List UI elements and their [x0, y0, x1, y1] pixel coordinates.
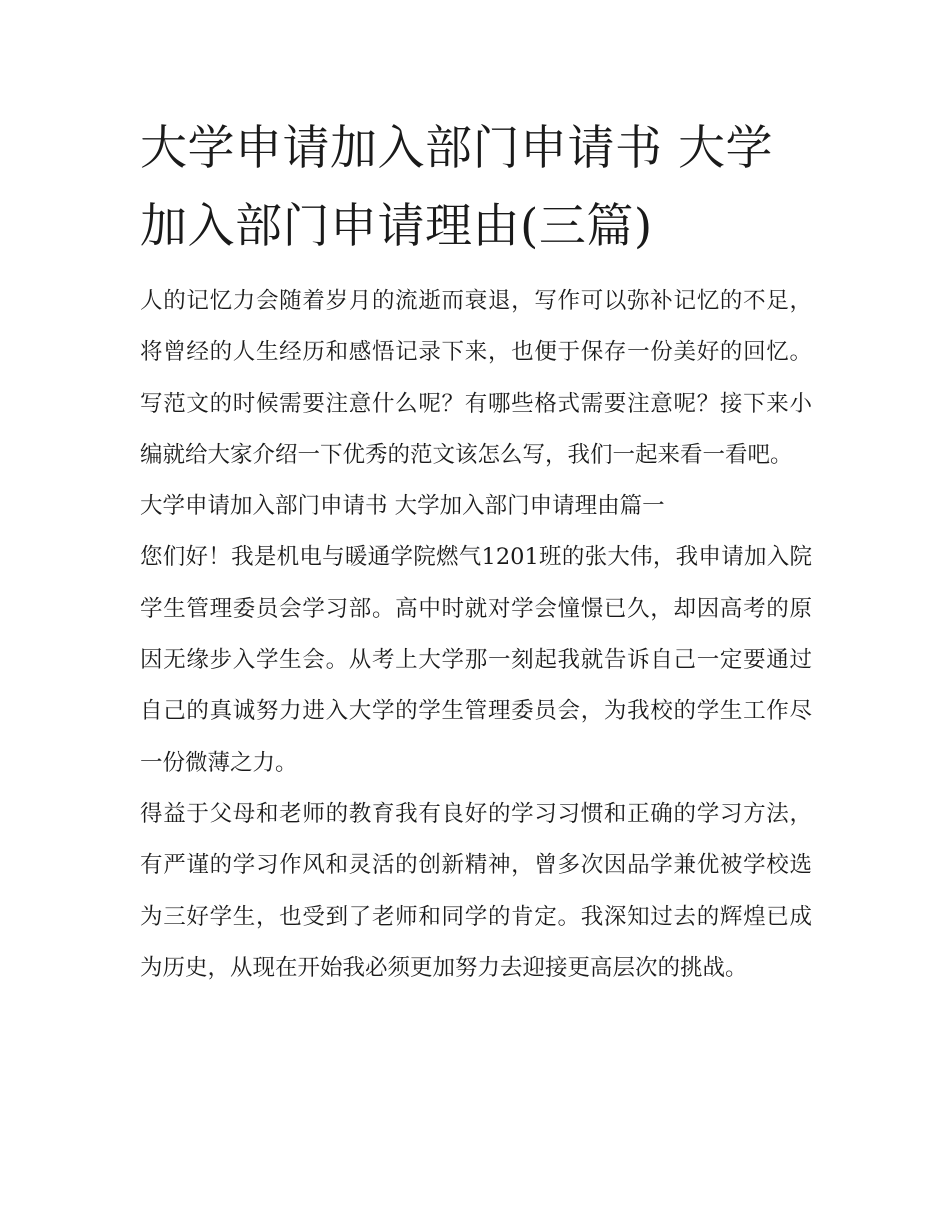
document-page: [140, 110, 812, 994]
section-heading: 大学申请加入部门申请书 大学加入部门申请理由篇一: [140, 493, 665, 520]
body-paragraph-greeting: 您们好！我是机电与暖通学院燃气1201班的张大伟，我申请加入院学生管理委员会学习部。高中时就对学会憧憬已久，却因高考的原因无缘步入学生会。从考上大学那一刻起我就告诉自己一定要通过自己的真诚努力进入大学的学生管理委员会，为我校的学生工作尽一份微薄之力。: [140, 544, 812, 776]
document-title: 大学申请加入部门申请书 大学加入部门申请理由(三篇): [140, 121, 773, 254]
body-paragraph-background: 得益于父母和老师的教育我有良好的学习习惯和正确的学习方法，有严谨的学习作风和灵活的创新精神，曾多次因品学兼优被学校选为三好学生，也受到了老师和同学的肯定。我深知过去的辉煌已成为历史，从现在开始我必须更加努力去迎接更高层次的挑战。: [140, 800, 812, 981]
intro-paragraph: 人的记忆力会随着岁月的流逝而衰退，写作可以弥补记忆的不足，将曾经的人生经历和感悟记录下来，也便于保存一份美好的回忆。写范文的时候需要注意什么呢？有哪些格式需要注意呢？接下来小编就给大家介绍一下优秀的范文该怎么写，我们一起来看一看吧。: [140, 288, 812, 468]
